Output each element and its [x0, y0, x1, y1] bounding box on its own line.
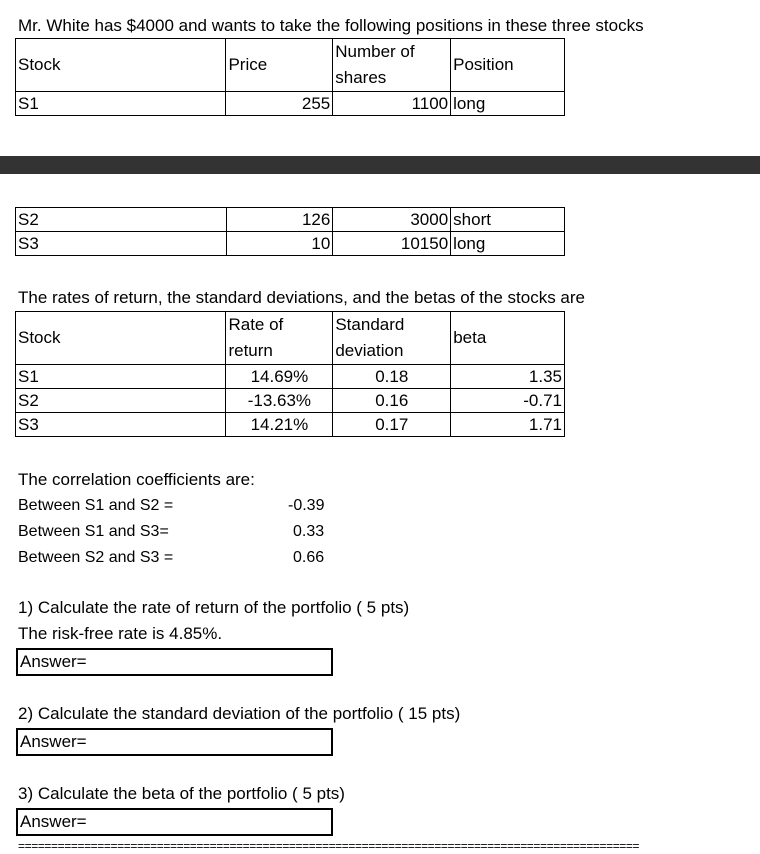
header-rate-line2: return: [228, 341, 273, 360]
cell-stock: S1: [16, 92, 226, 116]
question-1: 1) Calculate the rate of return of the portfolio ( 5 pts): [18, 598, 410, 617]
table-row: [16, 365, 565, 389]
correlation-title: The correlation coefficients are:: [18, 470, 255, 489]
positions-table-top: [15, 38, 565, 116]
cell-beta: -0.71: [451, 389, 565, 413]
answer-label: Answer=: [20, 732, 87, 751]
cell-rate: 14.69%: [226, 365, 333, 389]
cell-sd: 0.18: [333, 365, 451, 389]
header-price: Price: [226, 39, 333, 92]
divider-band: [0, 156, 760, 174]
cell-stock: S3: [16, 232, 227, 256]
risk-free-rate-text: The risk-free rate is 4.85%.: [18, 624, 223, 643]
cell-position: short: [451, 208, 565, 232]
positions-table-bottom: [15, 207, 565, 256]
answer-label: Answer=: [20, 652, 87, 671]
correlation-value-s1-s3: 0.33: [293, 523, 325, 540]
correlation-label-s2-s3: Between S2 and S3 =: [18, 549, 174, 566]
cell-shares: 1100: [333, 92, 451, 116]
rates-intro: The rates of return, the standard deviations, and the betas of the stocks are: [18, 288, 586, 307]
cell-stock: S3: [16, 413, 226, 437]
separator-line: ==============================================================================================: [18, 840, 640, 852]
table-row: [16, 232, 565, 256]
rates-table: [15, 311, 565, 437]
cell-sd: 0.17: [333, 413, 451, 437]
header-beta: beta: [451, 312, 565, 365]
intro-text: Mr. White has $4000 and wants to take the following positions in these three stocks: [18, 16, 644, 35]
cell-stock: S1: [16, 365, 226, 389]
cell-beta: 1.71: [451, 413, 565, 437]
cell-shares: 3000: [333, 208, 451, 232]
correlation-value-s2-s3: 0.66: [293, 549, 325, 566]
header-position: Position: [451, 39, 565, 92]
header-number-of-shares: [333, 39, 451, 92]
cell-price: 10: [226, 232, 333, 256]
cell-position: long: [451, 92, 565, 116]
answer-label: Answer=: [20, 812, 87, 831]
question-3: 3) Calculate the beta of the portfolio ( 5 pts): [18, 784, 345, 803]
table-row: [16, 389, 565, 413]
answer-field-q1[interactable]: [16, 648, 333, 676]
cell-price: 126: [226, 208, 333, 232]
header-stock: Stock: [16, 39, 226, 92]
cell-price: 255: [226, 92, 333, 116]
header-number-line2: shares: [335, 68, 387, 87]
header-sd-line2: deviation: [335, 341, 404, 360]
correlation-value-s1-s2: -0.39: [288, 497, 325, 514]
correlation-label-s1-s2: Between S1 and S2 =: [18, 497, 174, 514]
cell-rate: 14.21%: [226, 413, 333, 437]
header-number-line1: Number of: [335, 42, 415, 61]
table-row: [16, 413, 565, 437]
table-row: [16, 208, 565, 232]
cell-rate: -13.63%: [226, 389, 333, 413]
question-2: 2) Calculate the standard deviation of the portfolio ( 15 pts): [18, 704, 461, 723]
header-standard-deviation: [333, 312, 451, 365]
cell-stock: S2: [16, 389, 226, 413]
cell-beta: 1.35: [451, 365, 565, 389]
header-stock: Stock: [16, 312, 226, 365]
cell-position: long: [451, 232, 565, 256]
answer-field-q2[interactable]: [16, 728, 333, 756]
answer-field-q3[interactable]: [16, 808, 333, 836]
cell-stock: S2: [16, 208, 227, 232]
cell-sd: 0.16: [333, 389, 451, 413]
table-row: [16, 92, 565, 116]
cell-shares: 10150: [333, 232, 451, 256]
header-sd-line1: Standard: [335, 315, 405, 334]
header-rate-of-return: [226, 312, 333, 365]
header-rate-line1: Rate of: [228, 315, 284, 334]
correlation-label-s1-s3: Between S1 and S3=: [18, 523, 169, 540]
